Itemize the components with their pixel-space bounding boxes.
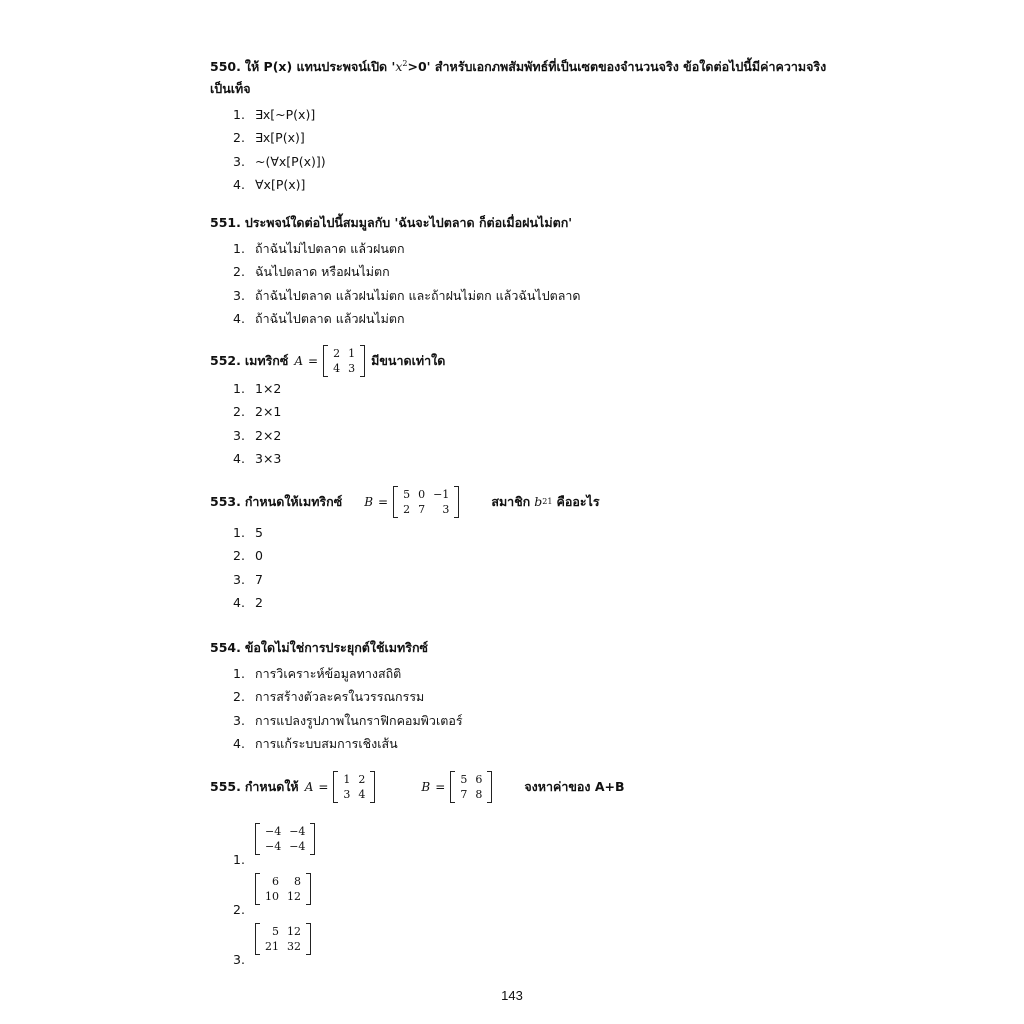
option-text: 2	[255, 594, 263, 610]
option-text: ถ้าฉันไม่ไปตลาด แล้วฝนตก	[255, 241, 405, 256]
math-variable: x	[395, 59, 403, 75]
matrix-cell: 5	[272, 925, 279, 938]
option-item	[210, 568, 830, 591]
matrix-cell: 12	[287, 925, 301, 938]
question-title	[210, 769, 830, 805]
matrix-cell: 32	[287, 940, 301, 953]
question-555	[210, 769, 830, 967]
question-number: 555.	[210, 779, 241, 794]
option-number: 2.	[233, 130, 245, 146]
question-number: 551.	[210, 215, 241, 230]
option-item	[210, 424, 830, 447]
option-list	[210, 817, 830, 967]
option-text: ∃x[P(x)]	[255, 130, 305, 146]
option-item	[210, 237, 830, 260]
option-number: 3.	[233, 427, 245, 443]
question-number: 550.	[210, 59, 241, 75]
option-text: ∀x[P(x)]	[255, 177, 306, 193]
matrix-cell: −4	[289, 825, 306, 838]
matrix-cell: 3	[343, 788, 351, 801]
matrix-cell: 5	[460, 773, 468, 786]
option-text: การแปลงรูปภาพในกราฟิกคอมพิวเตอร์	[255, 712, 463, 728]
option-number: 3.	[233, 571, 245, 587]
matrix-cell: 5	[403, 488, 411, 501]
option-number: 4.	[233, 177, 245, 193]
equals-sign: =	[308, 354, 319, 368]
matrix-a	[305, 769, 376, 805]
matrix-cell: 3	[348, 362, 356, 375]
question-553	[210, 484, 830, 614]
matrix-cell: −4	[289, 840, 306, 853]
option-text: การวิเคราะห์ข้อมูลทางสถิติ	[255, 666, 402, 681]
option-number: 2.	[233, 902, 245, 917]
option-text: การสร้างตัวละครในวรรณกรรม	[255, 689, 425, 705]
option-item	[210, 284, 830, 307]
option-number: 2.	[233, 689, 245, 705]
question-title	[210, 484, 830, 520]
option-item	[210, 447, 830, 470]
option-number: 3.	[233, 287, 245, 303]
option-number: 3.	[233, 952, 245, 967]
matrix-cell: 7	[460, 788, 468, 801]
question-text-mid: สมาชิก	[491, 494, 531, 509]
option-text: 0	[255, 548, 263, 564]
matrix-cell: −1	[433, 488, 450, 501]
matrix-name: B	[421, 780, 431, 794]
question-number: 553.	[210, 494, 241, 509]
option-item	[210, 103, 830, 126]
matrix-a	[294, 343, 365, 379]
matrix-cell: 2	[403, 503, 411, 516]
option-item	[210, 685, 830, 708]
question-text: เมทริกซ์	[244, 353, 289, 368]
matrix-cell: 4	[358, 788, 366, 801]
matrix-cell: 1	[343, 773, 351, 786]
matrix-cell: 12	[287, 890, 301, 903]
option-list	[210, 521, 830, 614]
question-title	[210, 53, 830, 100]
option-text: ∃x[~P(x)]	[255, 107, 316, 123]
question-text: ข้อใดไม่ใช่การประยุกต์ใช้เมทริกซ์	[244, 640, 429, 655]
question-title	[210, 637, 830, 659]
question-550	[210, 53, 830, 196]
question-text: กำหนดให้	[244, 779, 299, 794]
option-number: 2.	[233, 548, 245, 564]
option-text: 5	[255, 525, 263, 540]
option-item	[210, 377, 830, 400]
matrix-cell: −4	[265, 825, 282, 838]
option-number: 4.	[233, 735, 245, 751]
question-text: กำหนดให้เมทริกซ์	[244, 494, 343, 509]
question-title	[210, 212, 830, 234]
matrix-name: B	[364, 495, 374, 509]
option-item	[210, 307, 830, 330]
question-number: 552.	[210, 353, 241, 368]
option-text: 7	[255, 571, 263, 587]
option-item	[210, 817, 830, 867]
option-matrix	[255, 873, 311, 905]
matrix-cell: 2	[358, 773, 366, 786]
option-item	[210, 917, 830, 967]
option-list	[210, 103, 830, 196]
matrix-name: A	[304, 780, 314, 794]
option-item	[210, 400, 830, 423]
question-number: 554.	[210, 640, 241, 655]
matrix-body	[450, 771, 492, 803]
matrix-name: A	[294, 354, 304, 368]
question-551	[210, 212, 830, 330]
equals-sign: =	[435, 780, 446, 794]
matrix-cell: 10	[265, 890, 279, 903]
option-item	[210, 126, 830, 149]
matrix-cell: 4	[333, 362, 341, 375]
question-text-cont: จงหาค่าของ A+B	[524, 779, 625, 794]
matrix-cell: 8	[475, 788, 483, 801]
option-text: 2×1	[255, 404, 282, 420]
matrix-cell: 6	[272, 875, 279, 888]
question-552	[210, 343, 830, 470]
option-item	[210, 173, 830, 196]
option-number: 2.	[233, 404, 245, 420]
matrix-cell: −4	[265, 840, 282, 853]
option-list	[210, 237, 830, 330]
element-subscript: 21	[542, 497, 553, 506]
question-text: ประพจน์ใดต่อไปนี้สมมูลกับ 'ฉันจะไปตลาด ก็ต่อเมื่อฝนไม่ตก'	[244, 215, 573, 230]
option-text: การแก้ระบบสมการเชิงเส้น	[255, 735, 398, 751]
question-text-cont: >0' สำหรับเอกภพสัมพัทธ์ที่เป็นเซตของจำนวนจริง ข้อใดต่อไปนี้มีค่าความจริงเป็นเท็จ	[210, 59, 827, 97]
option-number: 3.	[233, 712, 245, 728]
option-text: ฉันไปตลาด หรือฝนไม่ตก	[255, 264, 390, 280]
option-text: 1×2	[255, 381, 282, 396]
question-text-cont: คืออะไร	[556, 494, 600, 509]
option-text: ~(∀x[P(x)])	[255, 153, 326, 169]
option-number: 3.	[233, 153, 245, 169]
option-item	[210, 867, 830, 917]
element-variable: b	[534, 494, 543, 509]
option-item	[210, 150, 830, 173]
matrix-body	[333, 771, 375, 803]
option-item	[210, 709, 830, 732]
option-number: 1.	[233, 107, 245, 123]
question-554	[210, 637, 830, 755]
matrix-cell: 0	[418, 488, 426, 501]
option-number: 4.	[233, 310, 245, 326]
equals-sign: =	[318, 780, 329, 794]
matrix-cell: 1	[348, 347, 356, 360]
matrix-cell: 21	[265, 940, 279, 953]
math-exponent: 2	[402, 59, 408, 68]
question-text: ให้ P(x) แทนประพจน์เปิด '	[244, 59, 396, 75]
matrix-cell: 7	[418, 503, 426, 516]
option-item	[210, 544, 830, 567]
option-item	[210, 662, 830, 685]
option-number: 1.	[233, 241, 245, 256]
option-number: 4.	[233, 594, 245, 610]
option-number: 1.	[233, 381, 245, 396]
option-number: 1.	[233, 525, 245, 540]
option-matrix	[255, 923, 311, 955]
matrix-cell: 8	[294, 875, 301, 888]
option-number: 1.	[233, 852, 245, 867]
option-number: 4.	[233, 450, 245, 466]
option-text: 3×3	[255, 450, 282, 466]
option-text: ถ้าฉันไปตลาด แล้วฝนไม่ตก และถ้าฝนไม่ตก แล้วฉันไปตลาด	[255, 287, 581, 303]
matrix-cell: 2	[333, 347, 341, 360]
equals-sign: =	[378, 495, 389, 509]
option-item	[210, 521, 830, 544]
option-text: 2×2	[255, 427, 282, 443]
matrix-body	[323, 345, 365, 377]
option-item	[210, 591, 830, 614]
question-title	[210, 343, 830, 379]
option-item	[210, 732, 830, 755]
matrix-cell: 6	[475, 773, 483, 786]
option-list	[210, 662, 830, 755]
option-number: 1.	[233, 666, 245, 681]
matrix-b	[364, 484, 459, 520]
option-list	[210, 377, 830, 470]
matrix-cell: 3	[442, 503, 450, 516]
matrix-body	[393, 486, 459, 518]
option-text: ถ้าฉันไปตลาด แล้วฝนไม่ตก	[255, 310, 405, 326]
question-text-cont: มีขนาดเท่าใด	[371, 353, 446, 368]
option-matrix	[255, 823, 315, 855]
option-item	[210, 260, 830, 283]
matrix-b	[421, 769, 492, 805]
option-number: 2.	[233, 264, 245, 280]
page-number: 143	[501, 988, 523, 1003]
